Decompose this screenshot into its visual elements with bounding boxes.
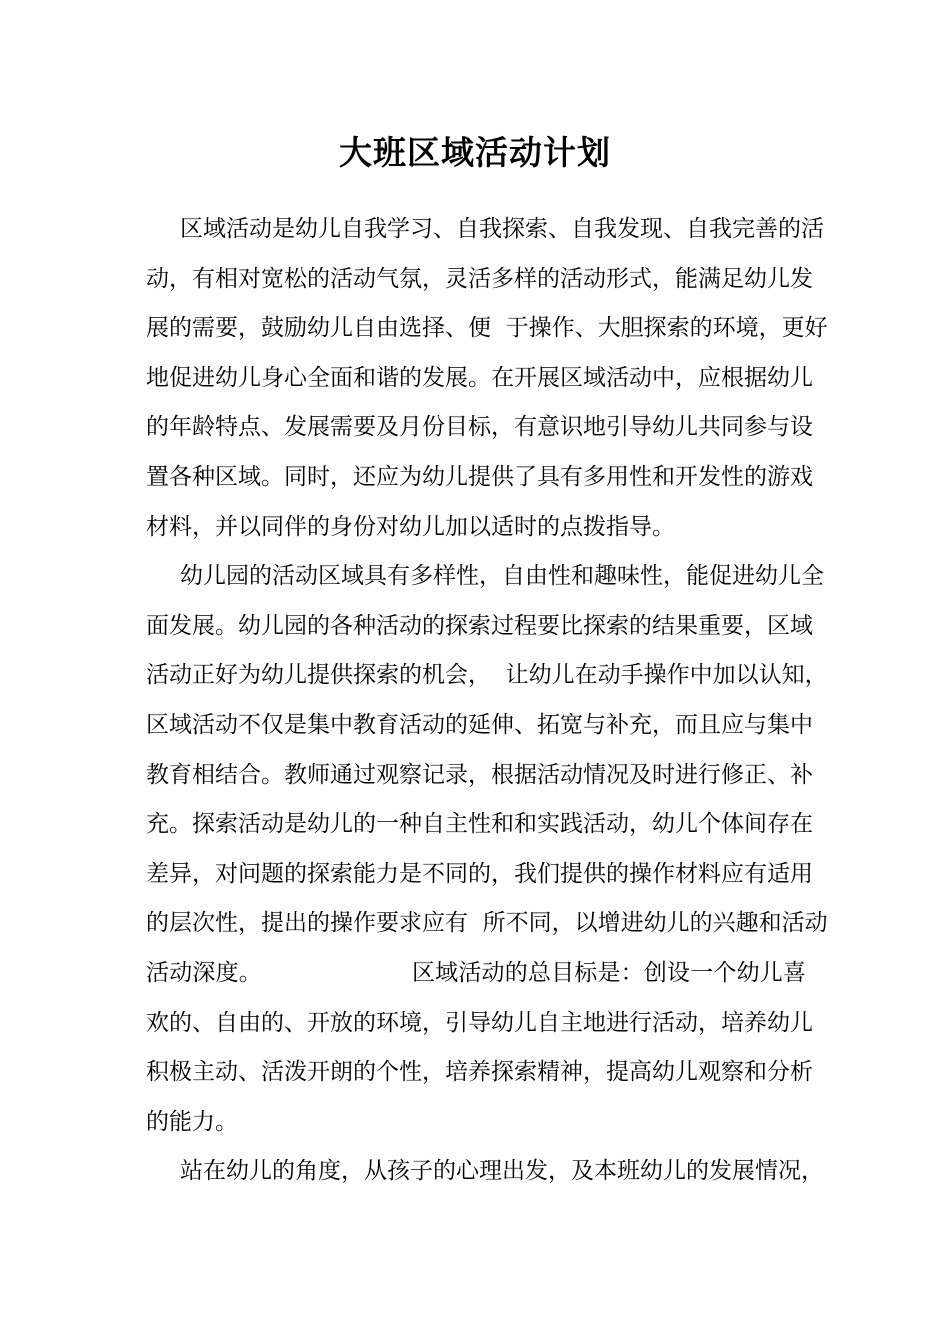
paragraph-2-line-8: 的层次性，提出的操作要求应有 所不同，以增进幼儿的兴趣和活动: [146, 910, 828, 937]
paragraph-2-line-9: 活动深度。 区域活动的总目标是：创设一个幼儿喜: [146, 959, 806, 986]
paragraph-1-line-2: 动，有相对宽松的活动气氛，灵活多样的活动形式，能满足幼儿发: [146, 265, 813, 292]
paragraph-2-line-1: 幼儿园的活动区域具有多样性，自由性和趣味性，能促进幼儿全: [180, 563, 824, 590]
document-body: [146, 205, 828, 1197]
document-title: 大班区域活动计划: [339, 133, 611, 172]
paragraph-2-line-3: 活动正好为幼儿提供探索的机会， 让幼儿在动手操作中加以认知，: [146, 662, 828, 689]
paragraph-2-line-4: 区域活动不仅是集中教育活动的延伸、拓宽与补充，而且应与集中: [146, 711, 813, 738]
paragraph-2-line-5: 教育相结合。教师通过观察记录，根据活动情况及时进行修正、补: [146, 761, 813, 788]
paragraph-1-line-4: 地促进幼儿身心全面和谐的发展。在开展区域活动中，应根据幼儿: [146, 364, 813, 391]
paragraph-2-line-6: 充。探索活动是幼儿的一种自主性和和实践活动，幼儿个体间存在: [146, 811, 813, 838]
paragraph-2-line-12: 的能力。: [146, 1108, 238, 1135]
paragraph-2-line-10: 欢的、自由的、开放的环境，引导幼儿自主地进行活动，培养幼儿: [146, 1009, 813, 1036]
paragraph-2-line-11: 积极主动、活泼开朗的个性，培养探索精神，提高幼儿观察和分析: [146, 1059, 813, 1086]
paragraph-1-line-7: 材料，并以同伴的身份对幼儿加以适时的点拨指导。: [146, 513, 675, 540]
paragraph-1-line-3: 展的需要，鼓励幼儿自由选择、便 于操作、大胆探索的环境，更好: [146, 315, 828, 342]
paragraph-1-line-1: 区域活动是幼儿自我学习、自我探索、自我发现、自我完善的活: [180, 216, 824, 242]
paragraph-1-line-5: 的年龄特点、发展需要及月份目标，有意识地引导幼儿共同参与设: [146, 414, 813, 441]
paragraph-2-line-7: 差异，对问题的探索能力是不同的，我们提供的操作材料应有适用: [146, 860, 813, 887]
paragraph-1-line-6: 置各种区域。同时，还应为幼儿提供了具有多用性和开发性的游戏: [146, 463, 813, 490]
paragraph-2-line-2: 面发展。幼儿园的各种活动的探索过程要比探索的结果重要，区域: [146, 612, 813, 639]
paragraph-3-line-1: 站在幼儿的角度，从孩子的心理出发，及本班幼儿的发展情况，: [180, 1158, 824, 1185]
